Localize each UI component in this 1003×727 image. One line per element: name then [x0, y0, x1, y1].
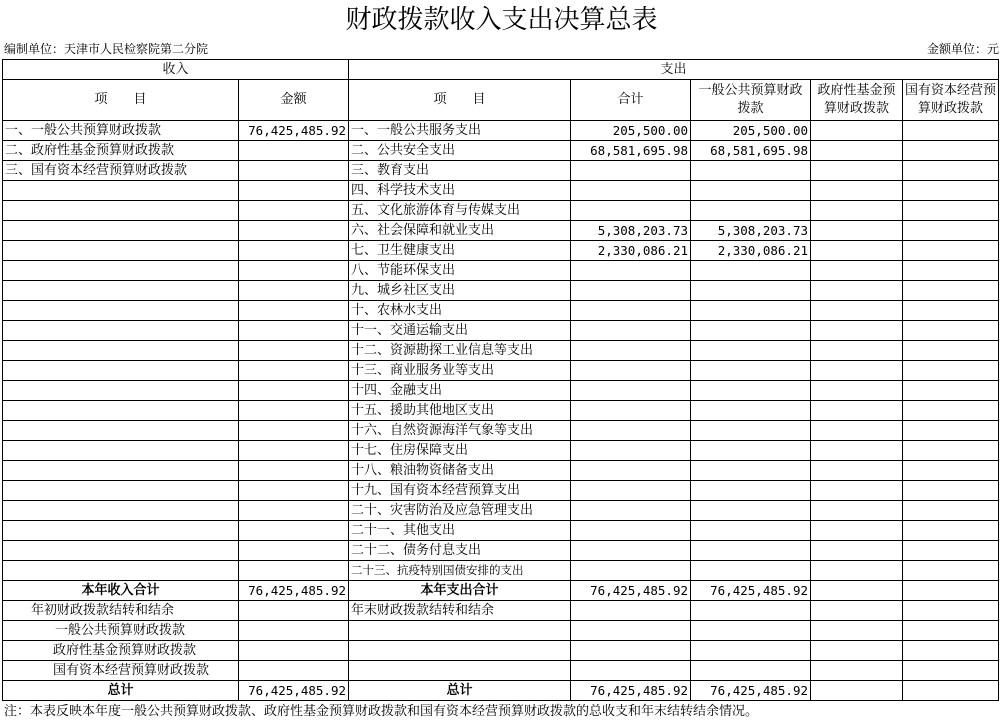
expense-item: 十八、粮油物资储备支出 [349, 461, 571, 481]
income-amount [239, 221, 349, 241]
expense-total: 68,581,695.98 [571, 141, 691, 161]
expense-total [571, 341, 691, 361]
expense-total [571, 561, 691, 581]
expense-item: 十二、资源勘探工业信息等支出 [349, 341, 571, 361]
expense-general [691, 261, 811, 281]
state-capital-header: 国有资本经营预算财政拨款 [903, 80, 999, 121]
income-amount: 76,425,485.92 [239, 121, 349, 141]
expense-total [571, 181, 691, 201]
expense-state-capital [903, 381, 999, 401]
expense-general [691, 481, 811, 501]
carry-in-amount [239, 601, 349, 621]
income-amount [239, 161, 349, 181]
expense-item: 十六、自然资源海洋气象等支出 [349, 421, 571, 441]
income-item [3, 321, 239, 341]
income-item [3, 521, 239, 541]
expense-state-capital [903, 481, 999, 501]
table-row [3, 221, 999, 241]
table-row [3, 121, 999, 141]
carry-out-sub-gov-fund [811, 621, 903, 641]
expense-gov-fund [811, 561, 903, 581]
carry-out-label: 年末财政拨款结转和结余 [349, 601, 571, 621]
expense-general [691, 401, 811, 421]
header-row-2 [3, 80, 999, 121]
expense-state-capital [903, 341, 999, 361]
income-amount [239, 501, 349, 521]
grand-total-general: 76,425,485.92 [691, 681, 811, 701]
expense-item: 二十三、抗疫特别国债安排的支出 [349, 561, 571, 581]
carry-row [3, 601, 999, 621]
income-amount [239, 181, 349, 201]
income-amount [239, 541, 349, 561]
income-amount [239, 241, 349, 261]
expense-item: 十七、住房保障支出 [349, 441, 571, 461]
income-amount [239, 421, 349, 441]
expense-state-capital [903, 261, 999, 281]
income-amount [239, 561, 349, 581]
expense-state-capital [903, 141, 999, 161]
expense-general [691, 381, 811, 401]
income-amount [239, 481, 349, 501]
expense-item: 五、文化旅游体育与传媒支出 [349, 201, 571, 221]
income-item [3, 421, 239, 441]
expense-item: 三、教育支出 [349, 161, 571, 181]
carry-out-sub-item [349, 641, 571, 661]
expense-gov-fund [811, 321, 903, 341]
expense-gov-fund [811, 241, 903, 261]
expense-item: 十九、国有资本经营预算支出 [349, 481, 571, 501]
carry-sub-row [3, 661, 999, 681]
carry-out-sub-total [571, 621, 691, 641]
expense-item: 二十一、其他支出 [349, 521, 571, 541]
carry-sub-row [3, 621, 999, 641]
year-expense-general: 76,425,485.92 [691, 581, 811, 601]
expense-gov-fund [811, 261, 903, 281]
expense-general [691, 161, 811, 181]
expense-state-capital [903, 361, 999, 381]
expense-item: 一、一般公共服务支出 [349, 121, 571, 141]
compiling-unit: 编制单位：天津市人民检察院第二分院 [4, 42, 209, 56]
expense-total: 205,500.00 [571, 121, 691, 141]
expense-item: 八、节能环保支出 [349, 261, 571, 281]
grand-total-state-capital [903, 681, 999, 701]
income-amount [239, 341, 349, 361]
expense-item: 七、卫生健康支出 [349, 241, 571, 261]
expense-total [571, 261, 691, 281]
income-item-header: 项 目 [3, 80, 239, 121]
carry-out-sub-total [571, 661, 691, 681]
expense-item: 十一、交通运输支出 [349, 321, 571, 341]
expense-general [691, 461, 811, 481]
expense-general [691, 521, 811, 541]
expense-item: 四、科学技术支出 [349, 181, 571, 201]
general-budget-header: 一般公共预算财政拨款 [691, 80, 811, 121]
expense-total [571, 461, 691, 481]
expense-gov-fund [811, 541, 903, 561]
expense-state-capital [903, 521, 999, 541]
table-row [3, 481, 999, 501]
expense-total [571, 401, 691, 421]
income-item [3, 221, 239, 241]
table-row [3, 181, 999, 201]
expense-gov-fund [811, 421, 903, 441]
expense-item: 十三、商业服务业等支出 [349, 361, 571, 381]
grand-total-total: 76,425,485.92 [571, 681, 691, 701]
grand-total-row [3, 681, 999, 701]
carry-out-total [571, 601, 691, 621]
expense-general [691, 361, 811, 381]
expense-total [571, 521, 691, 541]
income-item [3, 281, 239, 301]
expense-gov-fund [811, 221, 903, 241]
expense-total [571, 481, 691, 501]
expense-state-capital [903, 561, 999, 581]
income-item [3, 481, 239, 501]
table-row [3, 261, 999, 281]
expense-general [691, 201, 811, 221]
income-item [3, 261, 239, 281]
expense-general [691, 301, 811, 321]
expense-item: 二、公共安全支出 [349, 141, 571, 161]
carry-in-sub-item: 政府性基金预算财政拨款 [3, 641, 239, 661]
footnote: 注：本表反映本年度一般公共预算财政拨款、政府性基金预算财政拨款和国有资本经营预算财政拨款的总收支和年末结转结余情况。 [4, 704, 759, 719]
expense-gov-fund [811, 441, 903, 461]
table-row [3, 521, 999, 541]
carry-out-sub-item [349, 661, 571, 681]
expense-gov-fund [811, 201, 903, 221]
expense-total [571, 201, 691, 221]
expense-total: 2,330,086.21 [571, 241, 691, 261]
expense-state-capital [903, 241, 999, 261]
expense-state-capital [903, 301, 999, 321]
table-row [3, 301, 999, 321]
expense-general [691, 501, 811, 521]
income-item [3, 301, 239, 321]
table-row [3, 401, 999, 421]
expense-gov-fund [811, 361, 903, 381]
expense-total [571, 361, 691, 381]
carry-out-sub-state-capital [903, 661, 999, 681]
income-item: 二、政府性基金预算财政拨款 [3, 141, 239, 161]
expense-general [691, 441, 811, 461]
year-income-total-amount: 76,425,485.92 [239, 581, 349, 601]
table-row [3, 501, 999, 521]
grand-total-amount: 76,425,485.92 [239, 681, 349, 701]
table-row [3, 441, 999, 461]
year-total-row [3, 581, 999, 601]
income-item [3, 381, 239, 401]
income-item [3, 461, 239, 481]
income-item [3, 341, 239, 361]
expense-general [691, 281, 811, 301]
income-amount [239, 401, 349, 421]
expense-gov-fund [811, 301, 903, 321]
income-amount [239, 201, 349, 221]
carry-in-sub-amount [239, 621, 349, 641]
income-item [3, 361, 239, 381]
carry-out-sub-item [349, 621, 571, 641]
expense-general: 205,500.00 [691, 121, 811, 141]
year-expense-gov-fund [811, 581, 903, 601]
carry-in-sub-amount [239, 641, 349, 661]
expense-item: 六、社会保障和就业支出 [349, 221, 571, 241]
expense-gov-fund [811, 341, 903, 361]
income-amount [239, 301, 349, 321]
income-item [3, 541, 239, 561]
table-row [3, 541, 999, 561]
expense-state-capital [903, 501, 999, 521]
income-item [3, 201, 239, 221]
expense-gov-fund [811, 141, 903, 161]
expense-total-header: 合计 [571, 80, 691, 121]
income-amount [239, 461, 349, 481]
carry-in-sub-item: 一般公共预算财政拨款 [3, 621, 239, 641]
expense-general: 2,330,086.21 [691, 241, 811, 261]
carry-out-sub-gov-fund [811, 641, 903, 661]
income-amount [239, 321, 349, 341]
expense-item: 十四、金融支出 [349, 381, 571, 401]
table-row [3, 141, 999, 161]
table-row [3, 241, 999, 261]
expense-total [571, 281, 691, 301]
expense-gov-fund [811, 281, 903, 301]
carry-out-sub-state-capital [903, 621, 999, 641]
income-item [3, 501, 239, 521]
expense-general [691, 421, 811, 441]
expense-general: 68,581,695.98 [691, 141, 811, 161]
expense-general: 5,308,203.73 [691, 221, 811, 241]
grand-total-gov-fund [811, 681, 903, 701]
expense-state-capital [903, 541, 999, 561]
expense-total [571, 501, 691, 521]
expense-gov-fund [811, 501, 903, 521]
income-amount [239, 521, 349, 541]
income-item [3, 441, 239, 461]
income-amount [239, 261, 349, 281]
expense-gov-fund [811, 521, 903, 541]
expense-item-header: 项 目 [349, 80, 571, 121]
table-row [3, 161, 999, 181]
expense-total [571, 321, 691, 341]
expense-gov-fund [811, 181, 903, 201]
expense-item: 十五、援助其他地区支出 [349, 401, 571, 421]
expense-general [691, 561, 811, 581]
table-row [3, 461, 999, 481]
table-row [3, 201, 999, 221]
carry-out-sub-total [571, 641, 691, 661]
table-row [3, 281, 999, 301]
carry-in-label: 年初财政拨款结转和结余 [3, 601, 239, 621]
table-row [3, 561, 999, 581]
currency-unit: 金额单位：元 [926, 42, 999, 56]
expense-item: 二十二、债务付息支出 [349, 541, 571, 561]
table-row [3, 361, 999, 381]
expense-item: 九、城乡社区支出 [349, 281, 571, 301]
page-title: 财政拨款收入支出决算总表 [345, 5, 658, 35]
carry-out-sub-general [691, 621, 811, 641]
income-amount [239, 281, 349, 301]
expense-gov-fund [811, 401, 903, 421]
expense-state-capital [903, 321, 999, 341]
year-expense-total-label: 本年支出合计 [349, 581, 571, 601]
income-item [3, 241, 239, 261]
grand-total-right-label: 总计 [349, 681, 571, 701]
expense-total [571, 301, 691, 321]
expense-state-capital [903, 121, 999, 141]
carry-out-sub-general [691, 661, 811, 681]
expense-item: 二十、灾害防治及应急管理支出 [349, 501, 571, 521]
year-expense-state-capital [903, 581, 999, 601]
income-item [3, 181, 239, 201]
expense-general [691, 341, 811, 361]
expense-total [571, 541, 691, 561]
gov-fund-header: 政府性基金预算财政拨款 [811, 80, 903, 121]
year-income-total-label: 本年收入合计 [3, 581, 239, 601]
income-item [3, 401, 239, 421]
carry-in-sub-item: 国有资本经营预算财政拨款 [3, 661, 239, 681]
expense-gov-fund [811, 121, 903, 141]
budget-table [2, 59, 999, 701]
carry-out-gov-fund [811, 601, 903, 621]
expense-state-capital [903, 281, 999, 301]
income-amount [239, 361, 349, 381]
table-row [3, 341, 999, 361]
carry-out-general [691, 601, 811, 621]
table-row [3, 321, 999, 341]
expense-item: 十、农林水支出 [349, 301, 571, 321]
grand-total-left-label: 总计 [3, 681, 239, 701]
income-item: 三、国有资本经营预算财政拨款 [3, 161, 239, 181]
expense-total [571, 421, 691, 441]
expense-state-capital [903, 201, 999, 221]
expense-total: 5,308,203.73 [571, 221, 691, 241]
table-row [3, 421, 999, 441]
carry-sub-row [3, 641, 999, 661]
carry-in-sub-amount [239, 661, 349, 681]
expense-general [691, 181, 811, 201]
expense-state-capital [903, 221, 999, 241]
expense-gov-fund [811, 381, 903, 401]
year-expense-total: 76,425,485.92 [571, 581, 691, 601]
income-amount [239, 141, 349, 161]
income-amount [239, 441, 349, 461]
expense-state-capital [903, 461, 999, 481]
expense-total [571, 161, 691, 181]
expense-state-capital [903, 161, 999, 181]
carry-out-sub-gov-fund [811, 661, 903, 681]
expense-state-capital [903, 401, 999, 421]
expense-total [571, 381, 691, 401]
table-row [3, 381, 999, 401]
income-amount-header: 金额 [239, 80, 349, 121]
expense-gov-fund [811, 481, 903, 501]
income-amount [239, 381, 349, 401]
expense-total [571, 441, 691, 461]
expense-gov-fund [811, 461, 903, 481]
expense-state-capital [903, 181, 999, 201]
expense-gov-fund [811, 161, 903, 181]
expense-general [691, 321, 811, 341]
income-item: 一、一般公共预算财政拨款 [3, 121, 239, 141]
expense-state-capital [903, 441, 999, 461]
expense-state-capital [903, 421, 999, 441]
header-row-1 [3, 60, 999, 80]
carry-out-sub-state-capital [903, 641, 999, 661]
carry-out-state-capital [903, 601, 999, 621]
carry-out-sub-general [691, 641, 811, 661]
expense-header: 支出 [349, 60, 999, 80]
income-item [3, 561, 239, 581]
expense-general [691, 541, 811, 561]
income-header: 收入 [3, 60, 349, 80]
